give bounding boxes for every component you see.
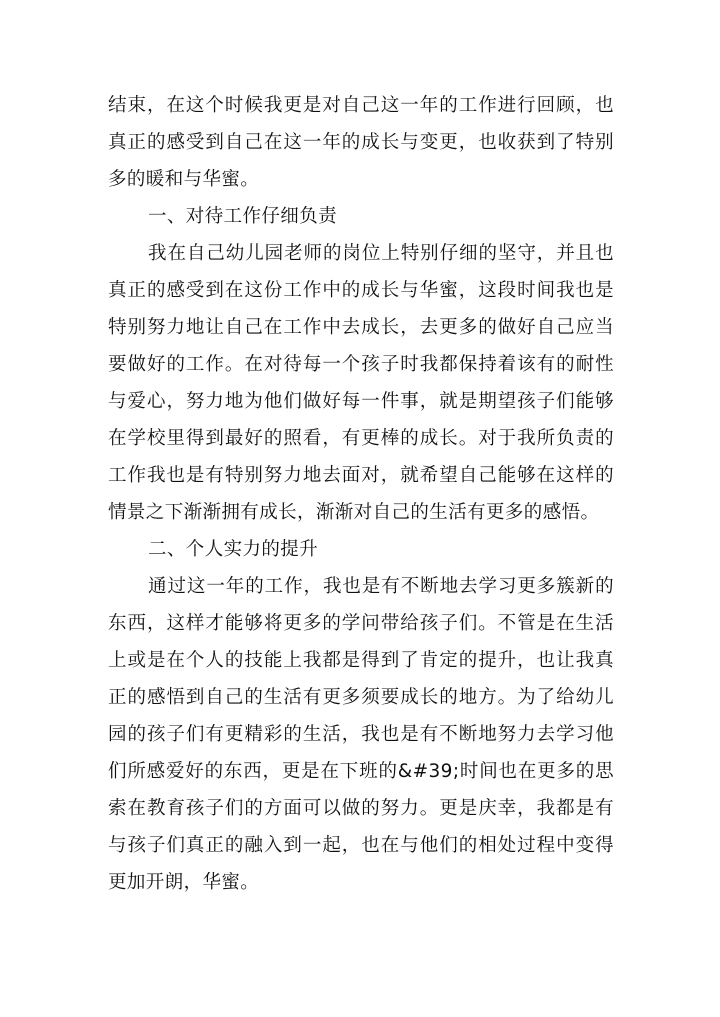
paragraph-personal-growth: 通过这一年的工作，我也是有不断地去学习更多簇新的东西，这样才能够将更多的学问带给孩子们。不管是在生活上或是在个人的技能上我都是得到了肯定的提升，也让我真正的感悟到自己的生活有更多须要成长的地方。为了给幼儿园的孩子们有更精彩的生活，我也是有不断地努力去学习他们所感爱好的东西，更是在下班的&#39;时间也在更多的思索在教育孩子们的方面可以做的努力。更是庆幸，我都是有与孩子们真正的融入到一起，也在与他们的相处过程中变得更加开朗，华蜜。 [108, 576, 614, 893]
section-heading-1: 一、对待工作仔细负责 [148, 206, 338, 227]
section-heading-2: 二、个人实力的提升 [148, 539, 319, 560]
document-body [108, 87, 614, 901]
paragraph-continuation: 结束，在这个时候我更是对自己这一年的工作进行回顾，也真正的感受到自己在这一年的成长与变更，也收获到了特别多的暖和与华蜜。 [108, 95, 614, 190]
paragraph-work-attitude: 我在自己幼儿园老师的岗位上特别仔细的坚守，并且也真正的感受到在这份工作中的成长与华蜜，这段时间我也是特别努力地让自己在工作中去成长，去更多的做好自己应当要做好的工作。在对待每一个孩子时我都保持着该有的耐性与爱心，努力地为他们做好每一件事，就是期望孩子们能够在学校里得到最好的照看，有更棒的成长。对于我所负责的工作我也是有特别努力地去面对，就希望自己能够在这样的情景之下渐渐拥有成长，渐渐对自己的生活有更多的感悟。 [108, 243, 614, 523]
